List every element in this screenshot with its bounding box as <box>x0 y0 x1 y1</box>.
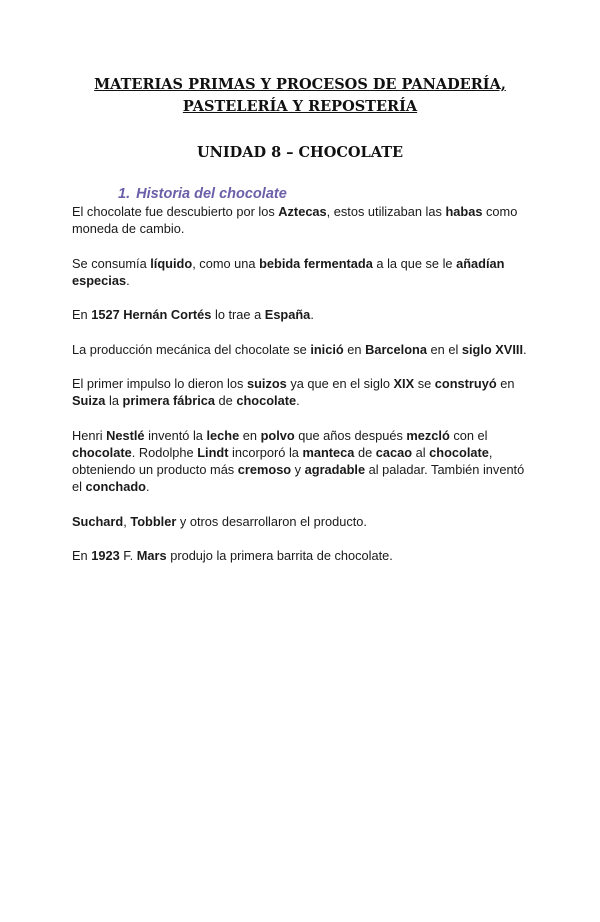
bold-text: cremoso <box>237 461 292 477</box>
section-heading <box>72 185 528 203</box>
bold-text: siglo XVIII <box>461 341 524 357</box>
text-run: . <box>523 341 527 357</box>
text-run: . <box>126 272 130 288</box>
text-run: . <box>310 307 314 323</box>
bold-text: líquido <box>150 255 193 271</box>
bold-text: Nestlé <box>106 427 145 443</box>
bold-text: 1527 Hernán Cortés <box>91 307 212 323</box>
document-title-line-1: MATERIAS PRIMAS Y PROCESOS DE PANADERÍA, <box>94 76 506 93</box>
text-run: con el <box>449 427 488 443</box>
text-run: en <box>239 427 261 443</box>
bold-text: leche <box>206 427 240 443</box>
text-run: F. <box>119 547 137 563</box>
bold-text: Aztecas <box>278 204 327 219</box>
text-run: lo trae a <box>211 307 265 323</box>
bold-text: España <box>264 307 311 323</box>
bold-text: Suiza <box>72 393 106 409</box>
bold-text: Lindt <box>197 444 229 460</box>
bold-text: Suchard <box>72 513 124 529</box>
text-run: en <box>496 375 515 391</box>
text-run: en el <box>426 341 462 357</box>
paragraph <box>72 427 528 496</box>
paragraph <box>72 306 528 323</box>
text-run: . Rodolphe <box>131 444 198 460</box>
text-run: y otros desarrollaron el producto. <box>176 513 367 529</box>
bold-text: mezcló <box>406 427 450 443</box>
bold-text: XIX <box>393 375 415 391</box>
document-title <box>72 74 528 118</box>
document-title-line-2: PASTELERÍA Y REPOSTERÍA <box>182 98 418 115</box>
bold-text: polvo <box>260 427 295 443</box>
bold-text: Tobbler <box>130 513 177 529</box>
text-run: a la que se le <box>372 255 457 271</box>
text-run: La producción mecánica del chocolate se <box>72 341 311 357</box>
unit-title: UNIDAD 8 – CHOCOLATE <box>196 144 404 161</box>
text-run: y <box>291 461 305 477</box>
bold-text: añadían especias <box>72 255 505 288</box>
text-run: de <box>214 393 237 409</box>
bold-text: habas <box>445 204 483 219</box>
text-run: En <box>72 547 92 563</box>
bold-text: suizos <box>246 375 287 391</box>
bold-text: bebida fermentada <box>259 255 373 271</box>
text-run: , obteniendo un producto más <box>72 444 493 477</box>
text-run: Se consumía <box>72 255 151 271</box>
bold-text: construyó <box>434 375 497 391</box>
text-run: , <box>123 513 131 529</box>
document-body <box>72 203 528 564</box>
bold-text: inició <box>310 341 344 357</box>
text-run: al <box>412 444 430 460</box>
text-run: al paladar. También inventó el <box>72 461 525 495</box>
bold-text: manteca <box>302 444 355 460</box>
bold-text: chocolate <box>72 444 132 460</box>
text-run: inventó la <box>144 427 207 443</box>
bold-text: Mars <box>136 547 167 563</box>
bold-text: conchado <box>85 479 146 495</box>
text-run: El chocolate fue descubierto por los <box>72 204 279 219</box>
bold-text: 1923 <box>91 547 120 563</box>
bold-text: agradable <box>304 461 366 477</box>
paragraph <box>72 341 528 358</box>
text-run: que años después <box>294 427 407 443</box>
text-run: en <box>343 341 366 357</box>
document-page <box>0 74 600 922</box>
paragraph <box>72 255 528 289</box>
text-run: . <box>145 479 150 495</box>
text-run: En <box>72 307 92 323</box>
text-run: Henri <box>72 427 107 443</box>
paragraph <box>72 547 528 564</box>
section-number: 1. <box>118 186 131 202</box>
bold-text: chocolate <box>236 393 297 409</box>
text-run: la <box>105 393 123 409</box>
bold-text: chocolate <box>429 444 489 460</box>
paragraph <box>72 513 528 530</box>
text-run: de <box>354 444 376 460</box>
text-run: se <box>414 375 435 391</box>
text-run: El primer impulso lo dieron los <box>72 375 247 391</box>
text-run: ya que en el siglo <box>286 375 394 391</box>
text-run: como moneda de cambio. <box>72 204 518 237</box>
bold-text: cacao <box>375 444 413 460</box>
paragraph <box>72 203 528 237</box>
section-title: Historia del chocolate <box>136 186 287 202</box>
text-run: , como una <box>192 255 260 271</box>
bold-text: primera fábrica <box>122 393 215 409</box>
text-run: , estos utilizaban las <box>326 204 446 219</box>
text-run: incorporó la <box>228 444 303 460</box>
paragraph <box>72 375 528 409</box>
text-run: . <box>296 393 300 409</box>
bold-text: Barcelona <box>365 341 427 357</box>
text-run: produjo la primera barrita de chocolate. <box>166 547 393 563</box>
